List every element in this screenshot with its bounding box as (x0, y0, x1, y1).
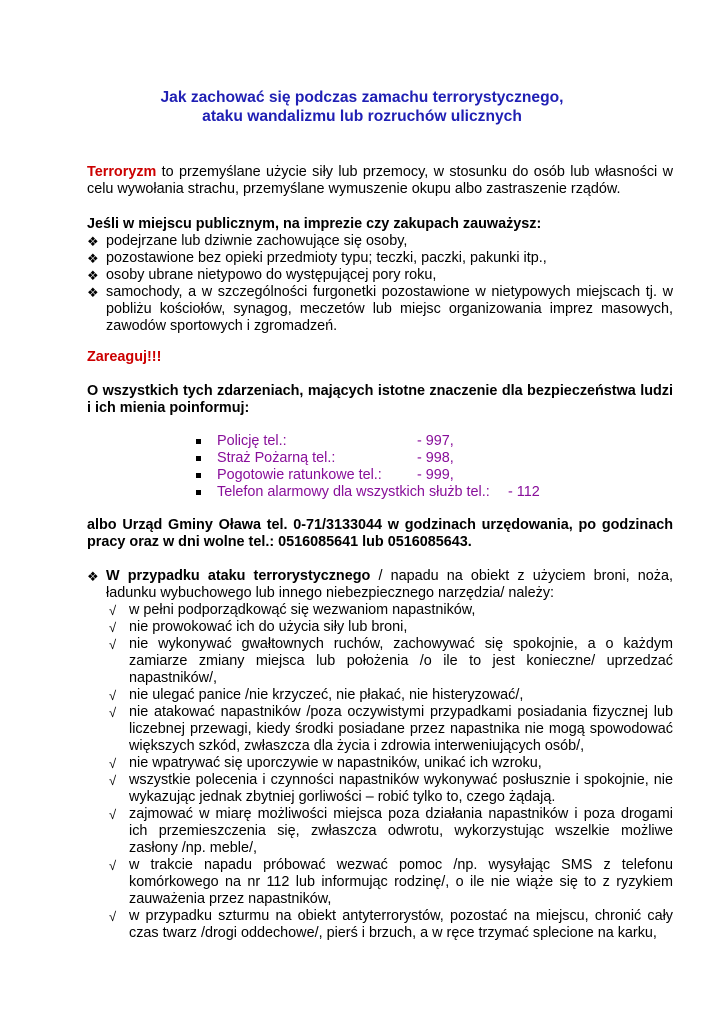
title-line-1: Jak zachować się podczas zamachu terrorystycznego, (160, 89, 564, 106)
notice-item: ❖ samochody, a w szczególności furgonetki pozostawione w nietypowych miejscach tj. w pobliżu kościołów, synagog, meczetów lub miejsc organizowania imprez masowych, zawodów sportowych i zgromadzeń. (87, 284, 673, 334)
diamond-bullet-icon: ❖ (87, 285, 99, 300)
definition-term: Terroryzm (87, 164, 157, 180)
diamond-bullet-icon: ❖ (87, 234, 99, 249)
check-mark-icon: √ (109, 807, 117, 822)
attack-item: √ nie wykonywać gwałtownych ruchów, zachowywać się spokojnie, a o każdym zamiarze zmiany miejsca lub położenia /o ile to jest konieczne/ uprzedzać napastników/, (109, 636, 673, 686)
square-bullet-icon (196, 456, 201, 461)
check-mark-icon: √ (109, 705, 117, 720)
title-line-2: ataku wandalizmu lub rozruchów ulicznych (202, 108, 522, 125)
check-mark-icon: √ (109, 858, 117, 873)
attack-item: √ nie prowokować ich do użycia siły lub broni, (109, 619, 408, 635)
square-bullet-icon (196, 490, 201, 495)
react-heading: Zareaguj!!! (87, 349, 162, 365)
definition-text: to przemyślane użycie siły lub przemocy, w stosunku do osób lub własności w celu wywołania strachu, przemyślane wymuszenie okupu albo zastraszenie rządów. (87, 164, 673, 197)
attack-heading: ❖ W przypadku ataku terrorystycznego / napadu na obiekt z użyciem broni, noża, ładunku wybuchowego lub innego niebezpiecznego narzędzia/ należy: (87, 568, 673, 601)
attack-item: √ w przypadku szturmu na obiekt antyterrorystów, pozostać na miejscu, chronić cały czas twarz /drogi oddechowe/, pierś i brzuch, a w ręce trzymać splecione na karku, (109, 908, 673, 941)
check-mark-icon: √ (109, 688, 117, 703)
attack-item: √ nie wpatrywać się uporczywie w napastników, unikać ich wzroku, (109, 755, 542, 771)
check-mark-icon: √ (109, 637, 117, 652)
attack-item: √ w trakcie napadu próbować wezwać pomoc /np. wysyłając SMS z telefonu komórkowego na nr 112 lub informując rodzinę/, o ile nie wiąże się to z ryzykiem zauważenia przez napastników, (109, 857, 673, 907)
square-bullet-icon (196, 439, 201, 444)
notice-item: ❖ osoby ubrane nietypowo do występującej pory roku, (87, 267, 437, 283)
square-bullet-icon (196, 473, 201, 478)
check-mark-icon: √ (109, 620, 117, 635)
check-mark-icon: √ (109, 773, 117, 788)
inform-paragraph: O wszystkich tych zdarzeniach, mających istotne znaczenie dla bezpieczeństwa ludzi i ich mienia poinformuj: (87, 383, 673, 416)
notice-heading: Jeśli w miejscu publicznym, na imprezie czy zakupach zauważysz: (87, 216, 542, 232)
attack-item: √ w pełni podporządkowąć się wezwaniom napastników, (109, 602, 476, 618)
attack-item: √ wszystkie polecenia i czynności napastników wykonywać posłusznie i spokojnie, nie wykazując jednak zbytniej gorliwości – robić tylko to, czego żądają. (109, 772, 673, 805)
notice-item: ❖ podejrzane lub dziwnie zachowujące się osoby, (87, 233, 408, 249)
diamond-bullet-icon: ❖ (87, 569, 99, 584)
definition-paragraph (87, 164, 673, 198)
check-mark-icon: √ (109, 756, 117, 771)
attack-section (87, 568, 673, 942)
diamond-bullet-icon: ❖ (87, 251, 99, 266)
notice-section (87, 216, 673, 335)
attack-item: √ nie ulegać panice /nie krzyczeć, nie płakać, nie histeryzować/, (109, 687, 524, 703)
attack-item: √ nie atakować napastników /poza oczywistymi przypadkami posiadania fizycznej lub liczebnej przewagi, kiedy środki posiadane przez napastnika nie mogą spowodować większych szkód, zwłaszcza dla życia i zdrowia interweniujących osób/, (109, 704, 673, 754)
office-paragraph: albo Urząd Gminy Oława tel. 0-71/3133044 w godzinach urzędowania, po godzinach pracy oraz w dni wolne tel.: 0516085641 lub 0516085643. (87, 517, 673, 550)
document-title (0, 88, 724, 126)
attack-item: √ zajmować w miarę możliwości miejsca poza działania napastników i poza drogami ich przemieszczenia się, zwłaszcza odwrotu, wykorzystując wszelkie możliwe zasłony /np. meble/, (109, 806, 673, 856)
check-mark-icon: √ (109, 909, 117, 924)
notice-item: ❖ pozostawione bez opieki przedmioty typu; teczki, paczki, pakunki itp., (87, 250, 547, 266)
document-page: Jak zachować się podczas zamachu terrorystycznego, ataku wandalizmu lub rozruchów ulicznych Terroryzm to przemyślane użycie siły lub przemocy, w stosunku do osób lub własności w celu wywołania strachu, przemyślane wymuszenie okupu albo zastraszenie rządów. Jeśli w miejscu publicznym, na imprezie czy zakupach zauważysz: ❖ podejrzane lub dziwnie zachowujące się osoby, ❖ pozostawione bez opieki przedmioty typu; teczki, paczki, pakunki itp., ❖ osoby ubrane nietypowo do występującej pory roku, ❖ samochody, a w szczególności furgonetki pozostawione w nietypowych miejscach tj. w pobliżu kościołów, synagog, meczetów lub miejsc organizowania imprez masowych, zawodów sportowych i zgromadzeń. Zareaguj!!! O wszystkich tych zdarzeniach, mających istotne znaczenie dla bezpieczeństwa ludzi i ich mienia poinformuj: Policję tel.: - 997, Straż Pożarną tel.: - 998, Pogotowie ratunkowe tel.: - 999, Telefon alarmowy dla wszystkich służb tel.: - 112 albo Urząd Gminy Oława tel. 0-71/3133044 w godzinach urzędowania, po godzinach pracy oraz w dni wolne tel.: 0516085641 lub 0516085643. ❖ W przypadku ataku terrorystycznego / napadu na obiekt z użyciem broni, noża, ładunku wybuchowego lub innego niebezpiecznego narzędzia/ należy: √ w pełni podporządkowąć się wezwaniom napastników, √ nie prowokować ich do użycia siły lub broni, √ nie wykonywać gwałtownych ruchów, zachowywać się spokojnie, a o każdym zamiarze zmiany miejsca lub położenia /o ile to jest konieczne/ uprzedzać napastników/, √ nie ulegać panice /nie krzyczeć, nie płakać, nie histeryzować/, √ nie atakować napastników /poza oczywistymi przypadkami posiadania fizycznej lub liczebnej przewagi, kiedy środki posiadane przez napastnika nie mogą spowodować większych szkód, zwłaszcza dla życia i zdrowia interweniujących osób/, √ nie wpatrywać się uporczywie w napastników, unikać ich wzroku, √ wszystkie polecenia i czynności napastników wykonywać posłusznie i spokojnie, nie wykazując jednak zbytniej gorliwości – robić tylko to, czego żądają. √ zajmować w miarę możliwości miejsca poza działania napastników i poza drogami ich przemieszczenia się, zwłaszcza odwrotu, wykorzystując wszelkie możliwe zasłony /np. meble/, √ w trakcie napadu próbować wezwać pomoc /np. wysyłając SMS z telefonu komórkowego na nr 112 lub informując rodzinę/, o ile nie wiąże się to z ryzykiem zauważenia przez napastników, √ w przypadku szturmu na obiekt antyterrorystów, pozostać na miejscu, chronić cały czas twarz /drogi oddechowe/, pierś i brzuch, a w ręce trzymać splecione na karku, (0, 0, 724, 1024)
diamond-bullet-icon: ❖ (87, 268, 99, 283)
check-mark-icon: √ (109, 603, 117, 618)
